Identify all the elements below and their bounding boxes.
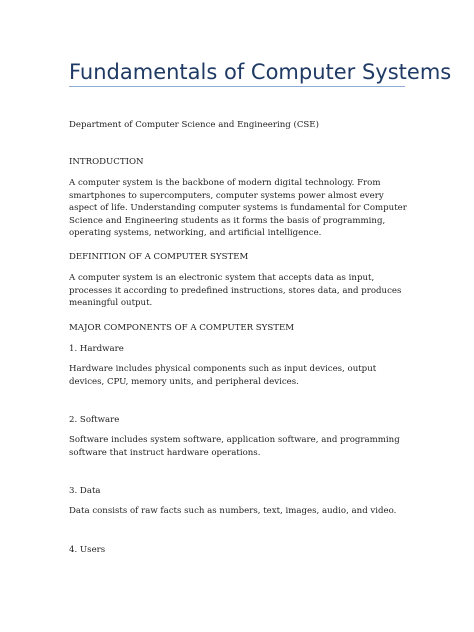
component-title-data: 3. Data [69, 486, 101, 496]
department-line: Department of Computer Science and Engineering (CSE) [69, 120, 319, 130]
components-heading: MAJOR COMPONENTS OF A COMPUTER SYSTEM [69, 323, 295, 333]
component-title-users: 4. Users [69, 545, 106, 555]
introduction-paragraph: A computer system is the backbone of modern digital technology. From smartphones to supercomputers, computer systems power almost every aspect of life. Understanding computer systems is fundamental for Computer Science and Engineering students as it forms the basis of programming, operating systems, networking, and artificial intelligence. [69, 178, 407, 238]
component-title-software: 2. Software [69, 415, 120, 425]
definition-paragraph: A computer system is an electronic system that accepts data as input, processes it according to predefined instructions, stores data, and produces meaningful output. [69, 273, 402, 308]
component-body-data: Data consists of raw facts such as numbers, text, images, audio, and video. [69, 506, 397, 516]
title-underline [69, 86, 405, 87]
document-title: Fundamentals of Computer Systems [69, 60, 452, 84]
introduction-heading: INTRODUCTION [69, 157, 144, 167]
component-title-hardware: 1. Hardware [69, 344, 124, 354]
component-body-hardware: Hardware includes physical components such as input devices, output devices, CPU, memory units, and peripheral devices. [69, 364, 377, 387]
component-body-software: Software includes system software, application software, and programming software that instruct hardware operations. [69, 435, 400, 458]
definition-heading: DEFINITION OF A COMPUTER SYSTEM [69, 252, 249, 262]
